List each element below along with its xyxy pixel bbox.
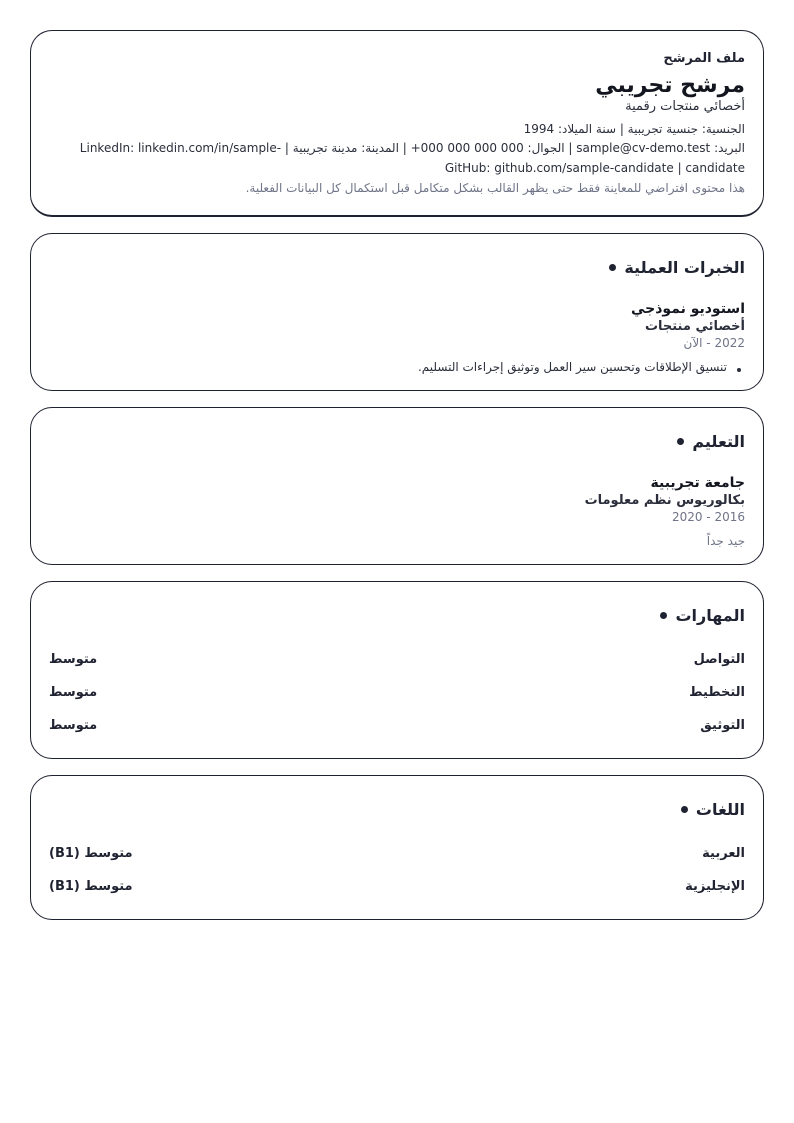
experience-points	[49, 360, 745, 374]
experience-org: استوديو نموذجي	[630, 300, 745, 317]
heading-bullet-icon	[677, 438, 684, 445]
contact-separator: |	[673, 161, 686, 176]
languages-list	[49, 837, 745, 903]
skills-list	[49, 643, 745, 742]
skills-heading	[49, 600, 745, 625]
list-item	[49, 870, 745, 903]
list-item	[49, 709, 745, 742]
experience-title: الخبرات العملية	[624, 257, 745, 277]
skill-level: متوسط	[49, 684, 98, 700]
skill-name: التخطيط	[689, 684, 745, 700]
language-name: العربية	[702, 845, 745, 861]
candidate-title: أخصائي منتجات رقمية	[625, 99, 745, 115]
skill-level: متوسط	[49, 651, 98, 667]
education-org: جامعة تجريبية	[650, 474, 745, 491]
experience-role: أخصائي منتجات	[644, 318, 745, 334]
candidate-header-card	[30, 30, 764, 217]
skills-section	[30, 581, 764, 759]
personal-info: الجنسية: جنسية تجريبية | سنة الميلاد: 1994	[523, 122, 745, 137]
education-degree: بكالوريوس نظم معلومات	[584, 492, 745, 508]
heading-bullet-icon	[681, 806, 688, 813]
city-info: | المدينة: مدينة تجريبية |	[281, 141, 411, 156]
list-item: تنسيق الإطلاقات وتحسين سير العمل وتوثيق إجراءات التسليم.	[49, 360, 745, 374]
github-link[interactable]: GitHub: github.com/sample-candidate	[444, 161, 674, 176]
education-section	[30, 407, 764, 565]
heading-bullet-icon	[609, 264, 616, 271]
education-title: التعليم	[692, 431, 745, 451]
languages-heading	[49, 794, 745, 819]
languages-section	[30, 775, 764, 920]
preview-disclaimer: هذا محتوى افتراضي للمعاينة فقط حتى يظهر القالب بشكل متكامل قبل استكمال كل البيانات الفعلية.	[245, 180, 745, 195]
contact-info	[49, 139, 745, 179]
heading-bullet-icon	[660, 612, 667, 619]
language-level: متوسط (B1)	[49, 878, 133, 894]
list-item	[49, 837, 745, 870]
candidate-name: مرشح تجريبي	[595, 73, 745, 98]
phone-number: +000 000 000 000	[410, 141, 524, 156]
phone-prefix: | الجوال:	[523, 141, 577, 156]
experience-heading	[49, 252, 745, 277]
skills-title: المهارات	[675, 605, 745, 625]
skill-name: التوثيق	[700, 717, 745, 733]
profile-label: ملف المرشح	[663, 51, 745, 66]
education-grade: جيد جداً	[706, 533, 745, 548]
experience-date: 2022 - الآن	[683, 335, 745, 350]
skill-name: التواصل	[693, 651, 745, 667]
email-prefix: البريد:	[710, 141, 745, 156]
list-item	[49, 643, 745, 676]
linkedin-link[interactable]: LinkedIn: linkedin.com/in/sample-candidate	[79, 141, 745, 176]
skill-level: متوسط	[49, 717, 98, 733]
language-name: الإنجليزية	[685, 878, 745, 894]
language-level: متوسط (B1)	[49, 845, 133, 861]
list-item	[49, 676, 745, 709]
languages-title: اللغات	[695, 799, 745, 819]
education-date: 2016 - 2020	[671, 509, 745, 524]
experience-section	[30, 233, 764, 391]
education-heading	[49, 426, 745, 451]
email-link[interactable]: sample@cv-demo.test	[576, 141, 711, 156]
